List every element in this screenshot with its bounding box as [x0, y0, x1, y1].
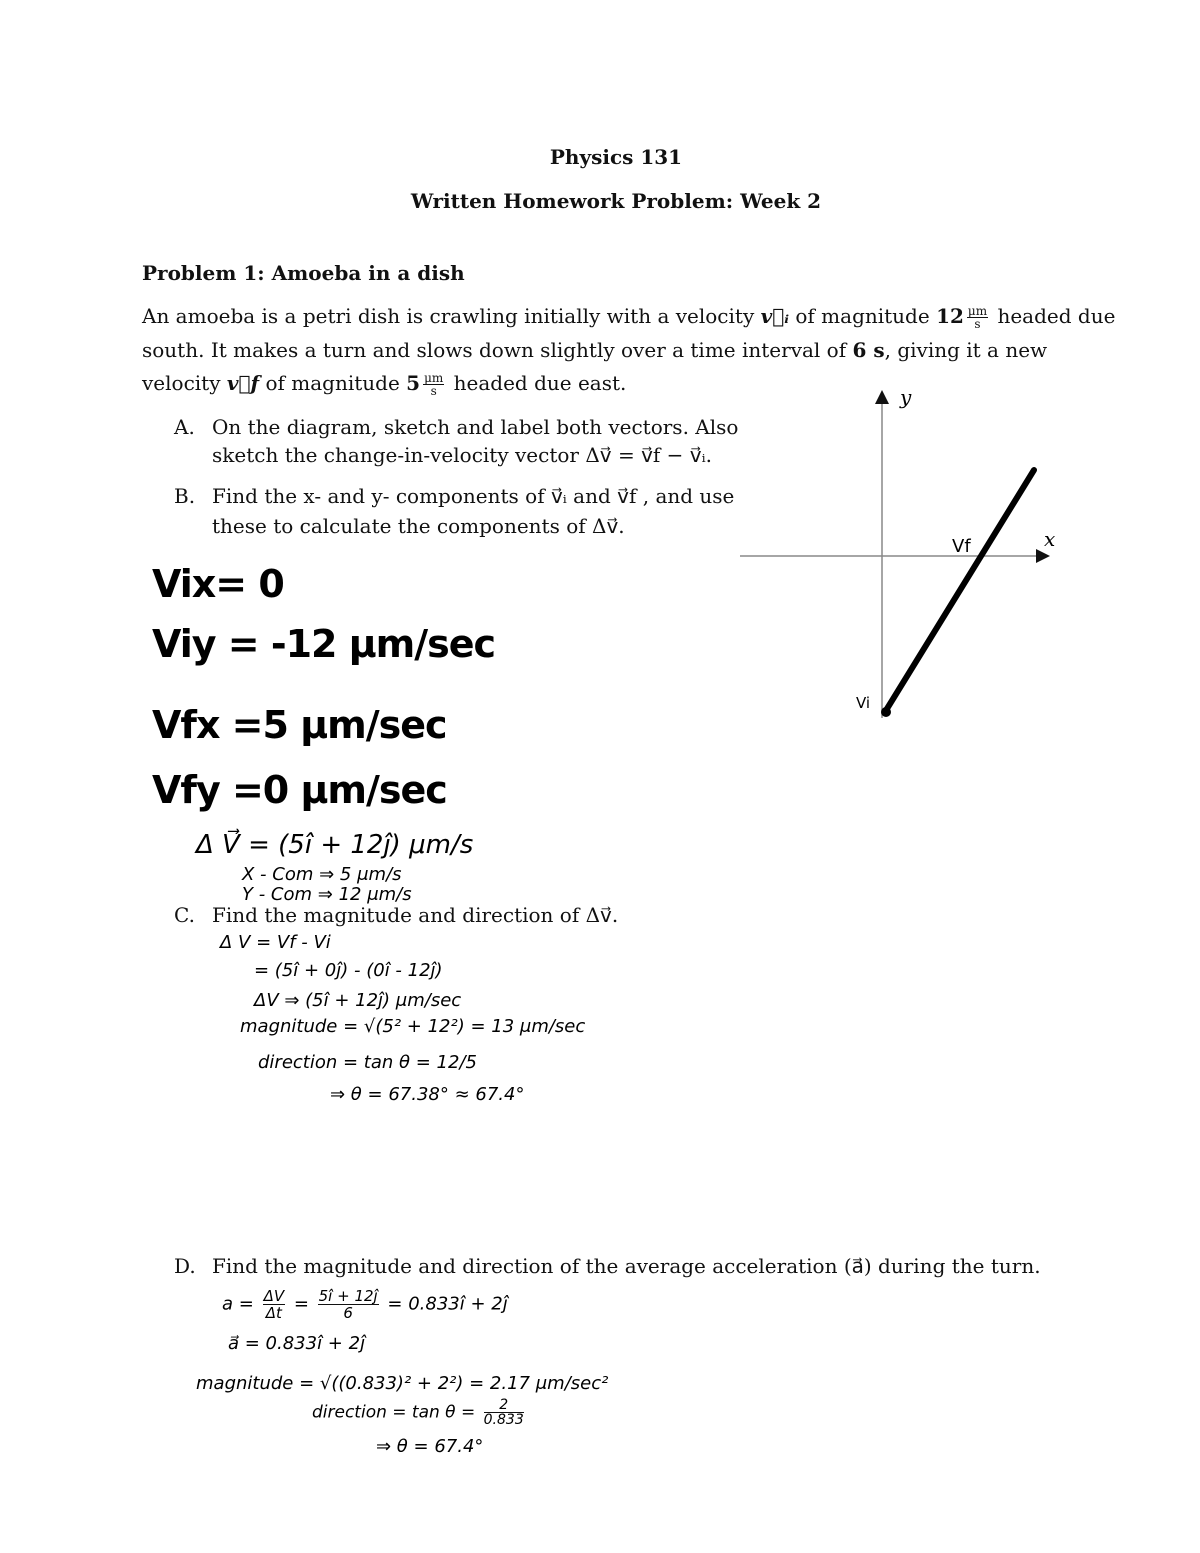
vf-symbol: v⃗f [226, 371, 260, 395]
part-b-text-1: Find the x- and y- components of v⃗ᵢ and v⃗f , and use [212, 484, 735, 508]
hw-vix: Vix= 0 [152, 562, 284, 606]
y-axis-label: y [900, 385, 912, 409]
vi-label: Vi [856, 694, 871, 712]
vector-diagram [730, 380, 1070, 730]
x-axis-arrow [1036, 549, 1050, 563]
vf-label: Vf [952, 536, 971, 557]
hw-vfx: Vfx =5 μm/sec [152, 703, 447, 747]
hw-delta-v: Δ V⃗ = (5î + 12ĵ) μm/s [196, 830, 474, 860]
hw-c-6: ⇒ θ = 67.38° ≈ 67.4° [330, 1084, 525, 1105]
unit-fraction: $\frac{\mu m}{s}$ [424, 371, 444, 398]
intro-text: headed due [991, 304, 1116, 328]
hw-vfy: Vfy =0 μm/sec [152, 768, 447, 812]
intro-text: , giving it a new [884, 338, 1048, 362]
part-d [174, 1249, 1041, 1283]
hw-c-1: Δ V = Vf - Vi [220, 932, 331, 953]
unit-fraction: $\frac{\mu m}{s}$ [967, 304, 988, 331]
part-b [174, 479, 734, 513]
part-d-label: D. [174, 1254, 196, 1278]
vi-magnitude: 12 [936, 304, 964, 328]
assignment-subtitle: Written Homework Problem: Week 2 [410, 189, 822, 213]
vf-magnitude: 5 [406, 371, 421, 395]
part-a-label: A. [174, 415, 195, 439]
x-axis-label: x [1044, 527, 1056, 551]
hw-x-component: X - Com ⇒ 5 μm/s [242, 864, 402, 885]
hw-viy: Viy = -12 μm/sec [152, 622, 496, 666]
part-a-text-1: On the diagram, sketch and label both vectors. Also [212, 415, 739, 439]
time-interval: 6 s [852, 338, 885, 362]
part-c [174, 898, 618, 932]
hw-c-3: ΔV ⇒ (5î + 12ĵ) μm/sec [254, 990, 462, 1011]
hw-d-5: ⇒ θ = 67.4° [376, 1436, 484, 1457]
part-b-label: B. [174, 484, 196, 508]
hw-c-2: = (5î + 0ĵ) - (0î - 12ĵ) [254, 960, 443, 981]
intro-line-2 [142, 333, 1047, 367]
intro-text: of magnitude [789, 304, 937, 328]
y-axis-arrow [875, 390, 889, 404]
part-b-text-2: these to calculate the components of Δv⃗. [212, 514, 625, 538]
hw-c-4: magnitude = √(5² + 12²) = 13 μm/sec [240, 1016, 586, 1037]
hw-d-3: magnitude = √((0.833)² + 2²) = 2.17 μm/sec² [196, 1373, 609, 1394]
part-c-text: Find the magnitude and direction of Δv⃗. [212, 903, 619, 927]
hw-d-4: direction = tan θ = $\frac{2}{0.833}$ [312, 1397, 524, 1428]
course-title: Physics 131 [549, 145, 683, 169]
intro-text: of magnitude [259, 371, 407, 395]
intro-text: velocity [142, 371, 227, 395]
drawn-vector-line [885, 470, 1034, 712]
part-c-label: C. [174, 903, 195, 927]
intro-line-1 [142, 299, 1115, 333]
hw-y-component: Y - Com ⇒ 12 μm/s [242, 884, 412, 905]
vector-endpoint [881, 707, 891, 717]
intro-text: south. It makes a turn and slows down slightly over a time interval of [142, 338, 853, 362]
vi-symbol: v⃗ᵢ [760, 304, 790, 328]
intro-text: headed due east. [447, 371, 627, 395]
intro-text: An amoeba is a petri dish is crawling initially with a velocity [142, 304, 761, 328]
part-a-text-2: sketch the change-in-velocity vector Δv⃗ = v⃗f − v⃗ᵢ. [212, 443, 712, 467]
hw-c-5: direction = tan θ = 12/5 [258, 1052, 477, 1073]
intro-line-3 [142, 366, 626, 400]
problem-heading: Problem 1: Amoeba in a dish [142, 261, 465, 285]
hw-d-2: a⃗ = 0.833î + 2ĵ [228, 1333, 366, 1354]
hw-d-1: a = $\frac{\Delta V}{\Delta t}$ = $\frac{5î + 12ĵ}{6}$ = 0.833î + 2ĵ [222, 1287, 508, 1322]
part-d-text: Find the magnitude and direction of the average acceleration (a⃗) during the turn. [212, 1254, 1041, 1278]
